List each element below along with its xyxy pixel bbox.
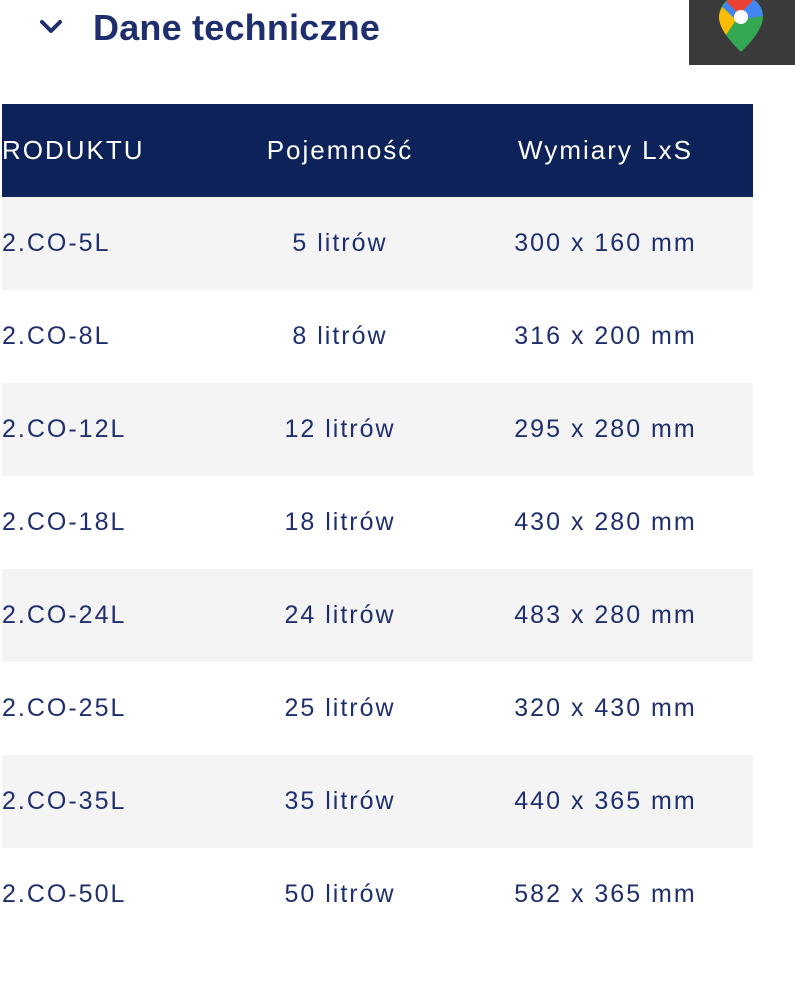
cell-dimensions: 483 x 280 mm	[514, 601, 697, 629]
cell-product: 2.CO-25L	[2, 694, 127, 722]
section-header[interactable]	[0, 0, 795, 60]
table-header-row	[2, 104, 753, 197]
table-row	[2, 476, 753, 569]
table-row	[2, 848, 753, 941]
cell-dimensions: 316 x 200 mm	[514, 322, 697, 350]
header-dimensions: Wymiary LxS	[518, 135, 693, 165]
google-maps-icon	[709, 0, 773, 56]
cell-product: 2.CO-35L	[2, 787, 127, 815]
cell-capacity: 5 litrów	[292, 229, 388, 257]
table-row	[2, 197, 753, 290]
table-row	[2, 290, 753, 383]
cell-capacity: 8 litrów	[292, 322, 388, 350]
cell-product: 2.CO-8L	[2, 322, 111, 350]
cell-product: 2.CO-50L	[2, 880, 127, 908]
cell-dimensions: 430 x 280 mm	[514, 508, 697, 536]
table-row	[2, 755, 753, 848]
cell-capacity: 50 litrów	[284, 880, 396, 908]
cell-dimensions: 440 x 365 mm	[514, 787, 697, 815]
cell-capacity: 24 litrów	[284, 601, 396, 629]
table-row	[2, 383, 753, 476]
cell-dimensions: 295 x 280 mm	[514, 415, 697, 443]
specs-table	[2, 104, 753, 941]
cell-dimensions: 300 x 160 mm	[514, 229, 697, 257]
cell-dimensions: 582 x 365 mm	[514, 880, 697, 908]
header-product: RODUKTU	[2, 135, 145, 165]
google-maps-button[interactable]	[689, 0, 795, 65]
cell-capacity: 35 litrów	[284, 787, 396, 815]
cell-product: 2.CO-18L	[2, 508, 127, 536]
table-row	[2, 662, 753, 755]
table-row	[2, 569, 753, 662]
cell-dimensions: 320 x 430 mm	[514, 694, 697, 722]
specs-table-viewport[interactable]	[2, 104, 753, 944]
header-capacity: Pojemność	[266, 135, 414, 165]
section-title[interactable]: Dane techniczne	[93, 7, 381, 48]
chevron-down-icon[interactable]	[38, 14, 64, 40]
cell-capacity: 25 litrów	[284, 694, 396, 722]
cell-product: 2.CO-5L	[2, 229, 111, 257]
cell-product: 2.CO-12L	[2, 415, 127, 443]
cell-product: 2.CO-24L	[2, 601, 127, 629]
cell-capacity: 12 litrów	[284, 415, 396, 443]
cell-capacity: 18 litrów	[284, 508, 396, 536]
